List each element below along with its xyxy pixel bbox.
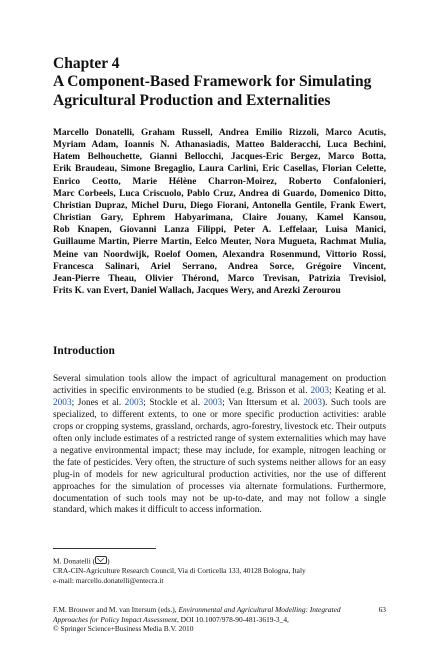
author-name: Ditto, — [363, 188, 387, 199]
author-name: Vittorio Rossi, — [325, 249, 386, 260]
section-heading-introduction: Introduction — [53, 345, 115, 357]
author-name: Matteo Balderacchi, — [235, 140, 321, 151]
author-name: Marco Botta, — [327, 152, 387, 163]
author-name: Laura Carlini, — [198, 164, 259, 175]
author-name: Claire Jouany, — [242, 213, 308, 224]
author-name: Eric Casellas, — [262, 164, 319, 175]
author-name: Enrico Ceotto, — [53, 176, 121, 187]
copyright: © Springer Science+Business Media B.V. 2010 — [53, 624, 194, 634]
author-name: Frank Ewert, — [330, 200, 386, 211]
author-list — [53, 127, 386, 297]
author-name: Rachmat Mulia, — [319, 237, 386, 248]
author-name: Roberto Confalonieri, — [288, 176, 387, 187]
footnote-email[interactable]: e-mail: marcello.donatelli@entecra.it — [53, 575, 164, 585]
author-name: Olivier Thérond, — [145, 273, 219, 284]
publication-info — [53, 605, 353, 634]
author-name: Pierre Martin, — [132, 237, 192, 248]
author-name: Christian Gary, — [53, 213, 124, 224]
author-name: Michel Duru, — [131, 200, 187, 211]
citation-link[interactable]: 2003 — [53, 397, 72, 408]
author-name: Francesca Salinari, — [53, 261, 140, 272]
author-name: Meine van Noordwijk, — [53, 249, 149, 260]
citation-link[interactable]: 2003 — [310, 385, 330, 396]
page-number: 63 — [378, 605, 386, 614]
author-name: Andrea di Guardo, — [238, 188, 317, 199]
author-name: Jean-Pierre Theau, — [53, 273, 137, 284]
author-name: Marco Trevisan, — [227, 273, 300, 284]
author-name: Alexandra — [222, 249, 265, 260]
envelope-icon — [95, 556, 107, 564]
author-name: Grégoire Vincent, — [305, 261, 387, 272]
book-title: Environmental and Agricultural Modelling: Integrated Approaches for Policy Impact Assessment — [53, 605, 341, 624]
author-name: Jacques Wery, — [196, 286, 254, 297]
author-name: Nora Mugueta, — [254, 237, 317, 248]
author-name: Florian — [322, 164, 352, 175]
doi: , DOI 10.1007/978-90-481-3619-3_4, — [176, 614, 289, 624]
author-name: Kansou, — [352, 213, 387, 224]
author-name: Patrizia Trevisiol, — [308, 273, 387, 284]
author-name: Marie Hélène Charron-Moirez, — [132, 176, 277, 187]
author-name: Diego Fiorani, — [190, 200, 249, 211]
author-name: Graham Russell, — [141, 128, 213, 138]
author-name: Myriam Adam, — [53, 140, 119, 151]
editors: F.M. Brouwer and M. van Ittersum (eds.), — [53, 605, 179, 614]
intro-text: ; Stockle et al. — [143, 397, 204, 408]
introduction-paragraph — [53, 374, 386, 517]
page — [53, 0, 386, 666]
citation-link[interactable]: 2003 — [124, 397, 144, 408]
citation-link[interactable]: 2003 — [303, 397, 322, 408]
footnote-author-line: M. Donatelli ( ) — [53, 556, 110, 566]
author-name: Simone Bregaglio, — [120, 164, 195, 175]
author-name: Rosenmund, — [269, 249, 321, 260]
author-name: Daniel Wallach, — [130, 286, 194, 297]
author-name: Rob Knapen, — [53, 225, 112, 236]
author-name: Frits K. van Evert, — [53, 286, 129, 297]
footnote-affiliation: CRA-CIN-Agriculture Research Council, Via di Corticella 133, 40128 Bologna, Italy — [53, 566, 306, 576]
author-name: Hatem Belhouchette, — [53, 152, 142, 163]
author-name: Peter A. Leffelaar, — [233, 225, 318, 236]
author-name: Kamel — [316, 213, 344, 224]
intro-text: Several simulation tools allow the impact of agricultural management on production activities in specific environments to be studied (e.g. Brisson et al. — [53, 374, 386, 396]
author-name: Andrea Emilio Rizzoli, — [218, 128, 319, 138]
citation-link[interactable]: 2003 — [203, 397, 223, 408]
author-name: Antonella Gentile, — [252, 200, 327, 211]
author-name: Andrea Sorce, — [227, 261, 295, 272]
author-name: Manici, — [355, 225, 386, 236]
chapter-title-line-1: A Component-Based Framework for Simulating — [53, 73, 372, 90]
author-name: Pablo Cruz, — [186, 188, 236, 199]
author-name: Eelco Meuter, — [195, 237, 252, 248]
intro-text: ; Keating et al. — [329, 385, 386, 396]
author-name: Gianni Bellocchi, — [149, 152, 224, 163]
author-name: Erik Braudeau, — [53, 164, 117, 175]
footnote — [53, 556, 386, 586]
author-name: Luisa — [325, 225, 348, 236]
author-name: Marco Acutis, — [325, 128, 386, 138]
footnote-author: M. Donatelli — [53, 556, 91, 566]
author-name: Luca Bechini, — [326, 140, 386, 151]
intro-text: ; Jones et al. — [71, 397, 125, 408]
chapter-label: Chapter 4 — [53, 55, 120, 72]
author-name: and Arezki Zerourou — [256, 286, 341, 297]
author-name: Celette, — [355, 164, 387, 175]
author-name: Domenico — [319, 188, 361, 199]
author-name: Roelof Oomen, — [154, 249, 218, 260]
chapter-title-line-2: Agricultural Production and Externalities — [53, 91, 331, 109]
chapter-title — [53, 73, 386, 110]
author-name: Jacques-Eric Bergez, — [230, 152, 321, 163]
author-name: Ioannis N. Athanasiadis, — [124, 140, 230, 151]
author-name: Marcello Donatelli, — [53, 128, 135, 138]
intro-text: ). Such tools are specialized, to different extents, to one or more specific production activities: arable crops or cropping systems, grassland, orchards, agro-forestry, livestock etc. Their outputs often only include estimates of a restricted range of system externalities which may have a negative environmental impact; these may include, for example, nitrogen leaching or the fate of pesticides. Very often, the structure of such systems neither allows for an easy plug-in of models for new agricultural production activities, nor the use of different approaches for the simulation of processes via alternate formulations. Furthermore, documentation of such tools may not be up-to-date, and may not follow a single standard, which makes it difficult to access information. — [53, 397, 386, 516]
author-name: Marc Corbeels, — [53, 188, 116, 199]
intro-text: ; Van Ittersum et al. — [222, 397, 304, 408]
author-name: Luca Criscuolo, — [119, 188, 184, 199]
author-name: Ephrem Habyarimana, — [132, 213, 233, 224]
author-name: Christian Dupraz, — [53, 200, 128, 211]
footnote-rule — [53, 548, 156, 549]
author-name: Ariel Serrano, — [150, 261, 217, 272]
author-name: Giovanni Lanza Filippi, — [119, 225, 226, 236]
author-name: Guillaume Martin, — [53, 237, 130, 248]
